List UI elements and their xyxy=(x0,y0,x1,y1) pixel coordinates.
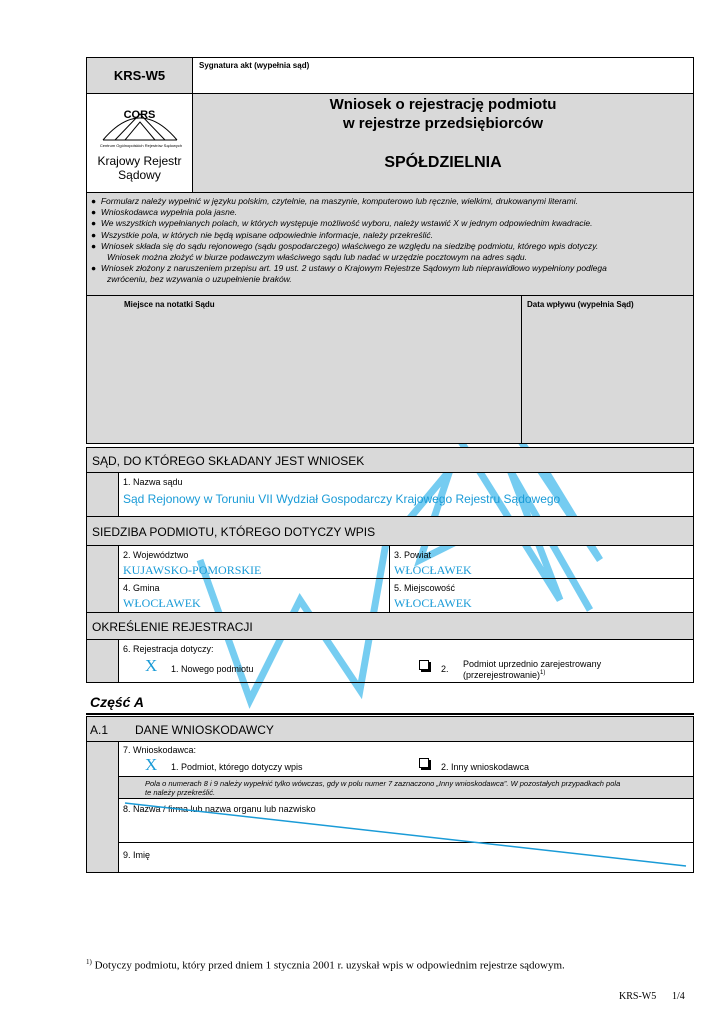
instruction-1: ● Formularz należy wypełnić w języku polskim, czytelnie, na maszynie, komputerowo lub ręcznie, wielkimi, drukowanymi literami. xyxy=(91,196,578,206)
commune-label: 4. Gmina xyxy=(123,583,160,593)
applicant-opt2-label: 2. Inny wnioskodawca xyxy=(441,762,530,772)
form-code: KRS-W5 xyxy=(113,68,166,83)
court-section-title: SĄD, DO KTÓREGO SKŁADANY JEST WNIOSEK xyxy=(92,454,365,468)
court-name-label: 1. Nazwa sądu xyxy=(123,477,183,487)
footnote xyxy=(86,958,565,972)
form-subtitle: SPÓŁDZIELNIA xyxy=(384,154,502,171)
received-date-label: Data wpływu (wypełnia Sąd) xyxy=(527,300,634,309)
footer-code: KRS-W5 xyxy=(619,991,657,1002)
logo-text: CORS xyxy=(123,109,156,121)
instruction-5-cont: Wniosek można złożyć w biurze podawczym właściwego sądu lub nadać w urzędzie pocztowym na adres sądu. xyxy=(107,252,527,263)
footnote-text: Dotyczy podmiotu, który przed dniem 1 stycznia 2001 r. uzyskał wpis w odpowiednim rejestrze sądowym. xyxy=(91,959,565,972)
applicant-note-2: te należy przekreślić. xyxy=(145,788,216,797)
registration-label: 6. Rejestracja dotyczy: xyxy=(123,644,214,654)
district-value: WŁOCŁAWEK xyxy=(394,563,472,577)
first-name-label: 9. Imię xyxy=(123,850,151,860)
footer-page: 1/4 xyxy=(672,991,685,1002)
court-notes-label: Miejsce na notatki Sądu xyxy=(124,300,215,309)
voivodeship-value: KUJAWSKO-POMORSKIE xyxy=(123,563,262,577)
registration-opt1-label: 1. Nowego podmiotu xyxy=(171,664,254,674)
instruction-6: ● Wniosek złożony z naruszeniem przepisu art. 19 ust. 2 ustawy o Krajowym Rejestrze Sądowym lub nieprawidłowo wypełniony podlega xyxy=(91,263,607,274)
applicant-opt1-mark[interactable]: X xyxy=(145,755,158,774)
applicant-opt1-label: 1. Podmiot, którego dotyczy wpis xyxy=(171,762,303,772)
applicant-section-title: DANE WNIOSKODAWCY xyxy=(135,723,274,737)
applicant-section-num: A.1 xyxy=(90,723,109,737)
instruction-6-cont: zwróceniu, bez wzywania o uzupełnienie braków. xyxy=(107,274,292,285)
registration-opt2-num: 2. xyxy=(441,664,449,674)
signature-label: Sygnatura akt (wypełnia sąd) xyxy=(199,61,310,70)
commune-value: WŁOCŁAWEK xyxy=(123,596,201,610)
applicant-label: 7. Wnioskodawca: xyxy=(123,745,197,755)
instruction-5: ● Wniosek składa się do sądu rejonowego (sądu gospodarczego) właściwego ze względu na siedzibę podmiotu, którego wpis dotyczy. xyxy=(91,240,599,251)
locality-value: WŁOCŁAWEK xyxy=(394,596,472,610)
registration-section-title: OKREŚLENIE REJESTRACJI xyxy=(92,620,253,634)
instruction-3: ● We wszystkich wypełnianych polach, w których występuje możliwość wyboru, należy wstawić X w jednym odpowiednim kwadracie. xyxy=(91,218,593,229)
form-title-1: Wniosek o rejestrację podmiotu xyxy=(329,96,557,113)
court-name-value: Sąd Rejonowy w Toruniu VII Wydział Gospodarczy Krajowego Rejestru Sądowego xyxy=(123,492,561,506)
seat-section-title: SIEDZIBA PODMIOTU, KTÓREGO DOTYCZY WPIS xyxy=(92,525,376,539)
registration-opt2-label-1: Podmiot uprzednio zarejestrowany xyxy=(463,659,602,669)
name-label: 8. Nazwa / firma lub nazwa organu lub nazwisko xyxy=(123,804,316,814)
voivodeship-label: 2. Województwo xyxy=(123,550,189,560)
registry-name-2: Sądowy xyxy=(118,168,161,182)
registration-opt1-mark[interactable]: X xyxy=(145,656,158,675)
part-a-heading: Część A xyxy=(90,694,144,710)
registration-opt2-label-2: (przerejestrowanie)$^{1)}$ xyxy=(463,670,546,680)
applicant-note-1: Pola o numerach 8 i 9 należy wypełnić tylko wówczas, gdy w polu numer 7 zaznaczono „Inny wnioskodawca”. W pozostałych przypadkach pola xyxy=(145,779,621,788)
district-label: 3. Powiat xyxy=(394,550,432,560)
form-title-2: w rejestrze przedsiębiorców xyxy=(342,115,544,132)
logo-caption: Centrum Ogólnopolskich Rejestrów Sądowych xyxy=(99,143,183,148)
registry-name-1: Krajowy Rejestr xyxy=(97,154,182,168)
footnote-marker: 1) xyxy=(86,958,92,966)
instruction-2: ● Wnioskodawca wypełnia pola jasne. xyxy=(91,207,237,218)
instruction-4: ● Wszystkie pola, w których nie będą wpisane odpowiednie informacje, należy przekreślić. xyxy=(91,229,433,240)
locality-label: 5. Miejscowość xyxy=(394,583,456,593)
